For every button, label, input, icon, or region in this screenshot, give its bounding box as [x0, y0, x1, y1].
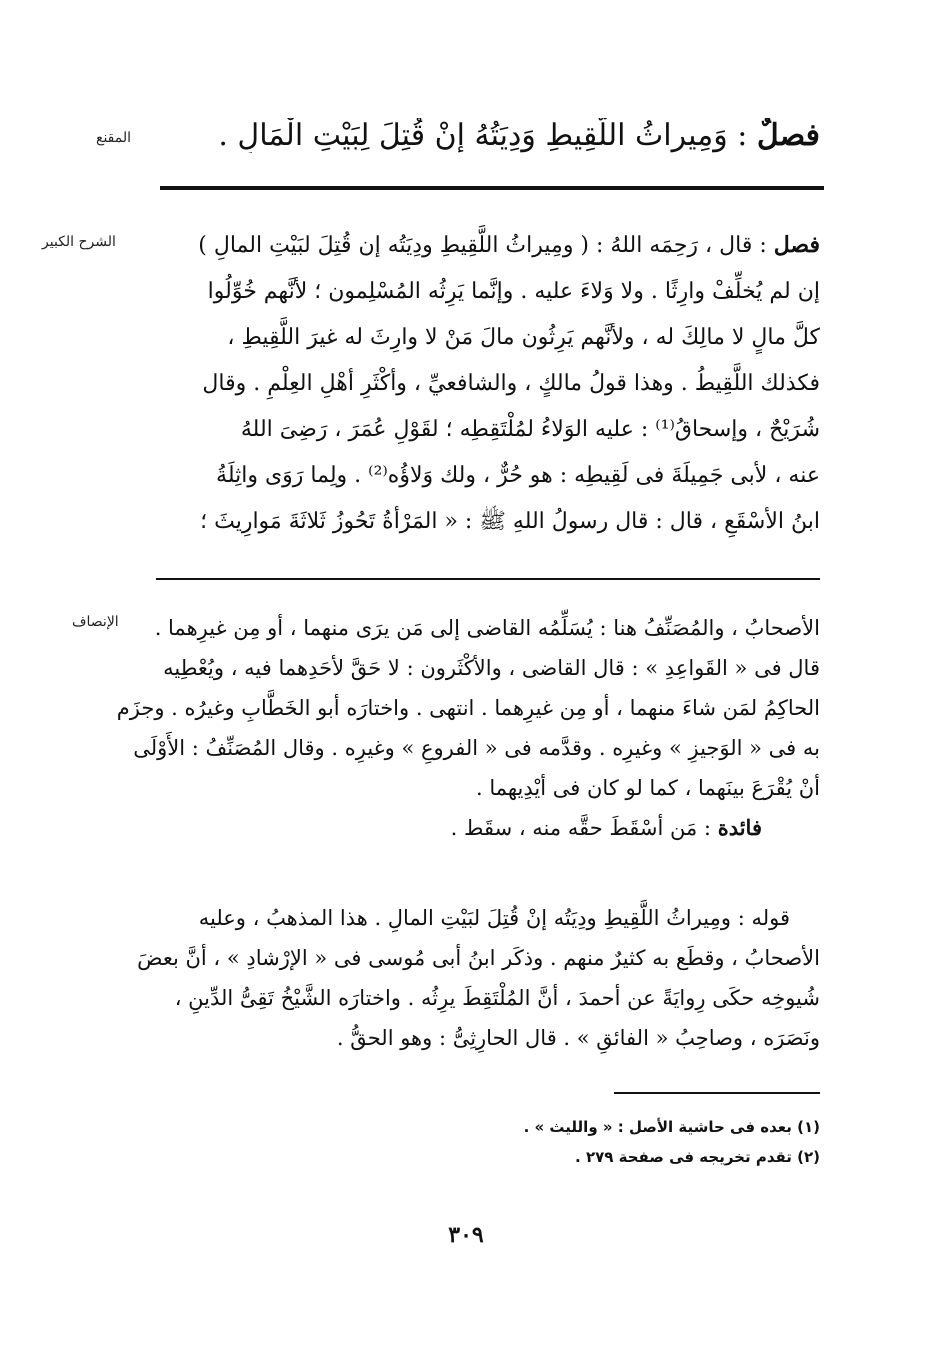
- qawl-line: الأصحابُ ، وقطَع به كثيرٌ منهم . وذكَر ابنُ أبى مُوسى فى « الإرْشادِ » ، أنَّ بعضَ: [137, 946, 820, 970]
- sharh-kabir-text: [110, 222, 820, 545]
- qawl-text: [110, 898, 820, 1058]
- sharh-line: إن لم يُخلِّفْ وارِثًا . ولا وَلاءَ عليه . وإنَّما يَرِثُه المُسْلِمون ؛ لأنَّهم خُوِّلُوا: [207, 279, 820, 304]
- section-divider: [156, 578, 820, 580]
- label-insaf: الإنصاف: [72, 614, 119, 630]
- insaf-line: الأصحابُ ، والمُصَنِّفُ هنا : يُسَلِّمُه القاضى إلى مَن يرَى منهما ، أو مِن غيرِهما .: [154, 616, 820, 640]
- sharh-line: شُرَيْحٌ ، وإسحاقُ⁽¹⁾ : عليه الوَلاءُ لمُلْتَقِطِه ؛ لقَوْلِ عُمَرَ ، رَضِىَ اللهُ: [240, 417, 820, 442]
- insaf-line: به فى « الوَجيزِ » وغيرِه . وقدَّمه فى « الفروعِ » وغيرِه . وقال المُصَنِّفُ : الأَوْلَى: [133, 736, 820, 760]
- label-sharh-kabir: الشرح الكبير: [42, 234, 116, 250]
- sharh-line: [110, 222, 820, 269]
- qawl-line: قوله : ومِيراثُ اللَّقِيطِ ودِيَتُه إنْ قُتِلَ لبَيْتِ المالِ . هذا المذهبُ ، وعليه: [198, 906, 790, 930]
- heading-word: فصلٌ: [756, 118, 820, 153]
- sharh-line-text: : قال ، رَحِمَه اللهُ : ( ومِيراثُ اللَّقِيطِ ودِيَتُه إن قُتِلَ لبَيْتِ المالِ ): [198, 233, 774, 258]
- fasl-lead: فصل: [773, 232, 820, 258]
- insaf-text: [110, 608, 820, 848]
- heading-text: : وَمِيراثُ اللَّقِيطِ وَدِيَتُهُ إنْ قُتِلَ لِبَيْتِ الْمَالِ .: [218, 118, 757, 153]
- footnotes: [420, 1112, 820, 1172]
- sharh-line: عنه ، لأبى جَمِيلَةَ فى لَقِيطِه : هو حُرٌّ ، ولك وَلاؤُه⁽²⁾ . ولِما رَوَى واثِلَةُ: [216, 463, 820, 488]
- label-muqni: المقنع: [96, 130, 132, 146]
- insaf-line: الحاكِمُ لمَن شاءَ منهما ، أو مِن غيرِهما . انتهى . واختارَه أبو الخَطَّابِ وغيرُه . وجزَم: [116, 696, 820, 720]
- qawl-line: ونَصَرَه ، وصاحِبُ « الفائقِ » . قال الحارِثِىُّ : وهو الحقُّ .: [336, 1026, 820, 1050]
- sharh-line: ابنُ الأسْقَعِ ، قال : قال رسولُ اللهِ ﷺ : « المَرْأةُ تَحُوزُ ثَلاثَةَ مَوارِيثَ ؛: [200, 509, 820, 534]
- insaf-line: قال فى « القَواعِدِ » : قال القاضى ، والأكْثَرون : لا حَقَّ لأحَدِهما فيه ، ويُعْطِيه: [163, 656, 820, 680]
- faida-label: فائدة: [717, 815, 762, 840]
- footnote-rule: [614, 1092, 820, 1094]
- sharh-line: كلَّ مالٍ لا مالِكَ له ، ولأنَّهم يَرِثُون مالَ مَنْ لا وارِثَ له غيرَ اللَّقِيطِ ،: [227, 325, 820, 350]
- sharh-line: فكذلك اللَّقِيطُ . وهذا قولُ مالكٍ ، والشافعيِّ ، وأكْثَرِ أهْلِ العِلْمِ . وقال: [202, 371, 820, 396]
- footnote-2: (٢) تقدم تخريجه فى صفحة ٢٧٩ .: [575, 1148, 820, 1166]
- qawl-line: شُيوخِه حكَى رِوايَةً عن أحمدَ ، أنَّ المُلْتَقِطَ يرِثُه . واختارَه الشَّيْخُ تَقِىُّ الدِّينِ ،: [174, 986, 820, 1010]
- footnote-1: (١) بعده فى حاشية الأصل : « والليث » .: [523, 1118, 820, 1136]
- heading-rule: [160, 186, 824, 190]
- insaf-line: أنْ يُقْرَعَ بينَهما ، كما لو كان فى أيْدِيهما .: [475, 776, 820, 800]
- page-number: ٣٠٩: [448, 1222, 484, 1248]
- faida-line: [110, 808, 820, 848]
- faida-text: : مَن أسْقَطَ حقَّه منه ، سقَط .: [450, 816, 718, 840]
- section-heading: [120, 118, 820, 153]
